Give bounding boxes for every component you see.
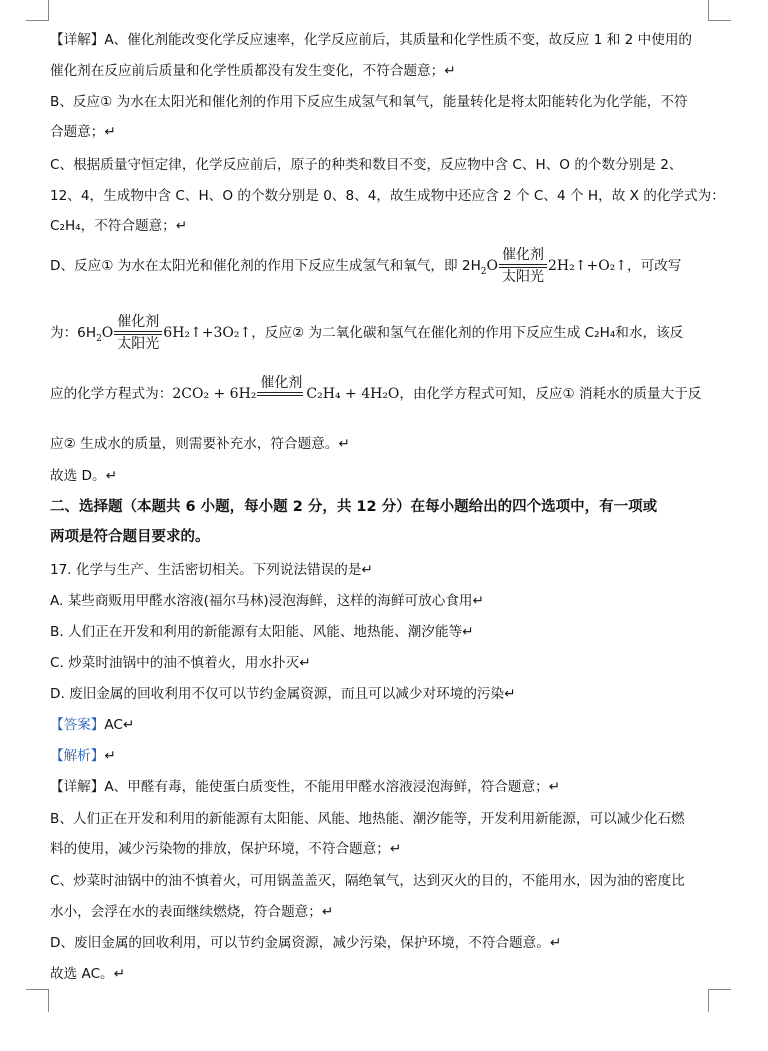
equation-2-condition: 催化剂 太阳光 <box>113 313 163 353</box>
crop-mark-top-right <box>708 0 731 21</box>
q17-option-d: D. 废旧金属的回收利用不仅可以节约金属资源，而且可以减少对环境的污染↵ <box>50 686 516 702</box>
detail-d-line4: 应② 生成水的质量，则需要补充水，符合题意。↵ <box>50 436 350 452</box>
detail-d-line2: 为：$6H_2O$ 催化剂 太阳光 6H₂↑+3O₂↑，反应② 为二氧化碳和氢气在催化剂的作用下反应生成 C₂H₄和水，该反 <box>50 314 684 352</box>
answer-value: AC↵ <box>104 717 135 733</box>
equation-3-reactants: 2CO₂ + 6H₂ <box>172 386 257 402</box>
q17-option-a: A. 某些商贩用甲醛水溶液(福尔马林)浸泡海鲜，这样的海鲜可放心食用↵ <box>50 593 484 609</box>
answer-label: 【答案】 <box>50 717 105 733</box>
q17-detail-c-line1: C、炒菜时油锅中的油不慎着火，可用锅盖盖灭，隔绝氧气，达到灭火的目的，不能用水，因为油的密度比 <box>50 873 685 889</box>
detail-a-line1: 【详解】A、催化剂能改变化学反应速率，化学反应前后，其质量和化学性质不变，故反应 1 和 2 中使用的 <box>50 32 693 48</box>
detail-d-line1: D、反应① 为水在太阳光和催化剂的作用下反应生成氢气和氧气，即 $2H_2O$ 催化剂 太阳光 2H₂↑+O₂↑，可改写 <box>50 247 682 285</box>
q17-detail-a: 【详解】A、甲醛有毒，能使蛋白质变性，不能用甲醛水溶液浸泡海鲜，符合题意；↵ <box>50 779 561 795</box>
detail-c-line2: 12、4，生成物中含 C、H、O 的个数分别是 0、8、4，故生成物中还应含 2 个 C、4 个 H，故 X 的化学式为： <box>50 188 725 204</box>
equation-1-products: 2H₂↑+O₂↑ <box>548 258 628 274</box>
crop-mark-top-left <box>26 0 49 21</box>
section2-heading-line2: 两项是符合题目要求的。 <box>50 529 210 545</box>
detail-b-line1: B、反应① 为水在太阳光和催化剂的作用下反应生成氢气和氧气，能量转化是将太阳能转化为化学能，不符 <box>50 94 688 110</box>
q16-conclusion: 故选 D。↵ <box>50 468 117 484</box>
section2-heading-line1: 二、选择题（本题共 6 小题，每小题 2 分，共 12 分）在每小题给出的四个选项中，有一项或 <box>50 499 658 515</box>
detail-d-line3: 应的化学方程式为：2CO₂ + 6H₂ 催化剂 C₂H₄ + 4H₂O，由化学方程式可知，反应① 消耗水的质量大于反 <box>50 372 710 416</box>
q17-answer <box>50 715 710 735</box>
q17-conclusion: 故选 AC。↵ <box>50 966 126 982</box>
q17-option-b: B. 人们正在开发和利用的新能源有太阳能、风能、地热能、潮汐能等↵ <box>50 624 474 640</box>
detail-a-line2: 催化剂在反应前后质量和化学性质都没有发生变化，不符合题意；↵ <box>50 63 456 79</box>
detail-c-line3: C₂H₄，不符合题意；↵ <box>50 218 188 234</box>
q17-analysis: 【解析】↵ <box>50 748 116 764</box>
detail-c-line1: C、根据质量守恒定律，化学反应前后，原子的种类和数目不变，反应物中含 C、H、O 的个数分别是 2、 <box>50 157 683 173</box>
analysis-label: 【解析】 <box>50 748 105 764</box>
crop-mark-bottom-left <box>26 989 49 1012</box>
q17-stem: 17. 化学与生产、生活密切相关。下列说法错误的是↵ <box>50 562 373 578</box>
q17-detail-c-line2: 水小，会浮在水的表面继续燃烧，符合题意；↵ <box>50 904 334 920</box>
equation-1-condition: 催化剂 太阳光 <box>498 246 548 286</box>
equation-3-condition: 催化剂 <box>256 374 306 414</box>
crop-mark-bottom-right <box>708 989 731 1012</box>
equation-3-products: C₂H₄ + 4H₂O <box>306 386 400 402</box>
q17-detail-b-line2: 料的使用，减少污染物的排放，保护环境，不符合题意；↵ <box>50 841 402 857</box>
q17-detail-d: D、废旧金属的回收利用，可以节约金属资源，减少污染，保护环境，不符合题意。↵ <box>50 935 562 951</box>
detail-b-line2: 合题意；↵ <box>50 124 116 140</box>
q17-option-c: C. 炒菜时油锅中的油不慎着火，用水扑灭↵ <box>50 655 311 671</box>
q17-detail-b-line1: B、人们正在开发和利用的新能源有太阳能、风能、地热能、潮汐能等，开发利用新能源，可以减少化石燃 <box>50 811 685 827</box>
equation-2-products: 6H₂↑+3O₂↑ <box>163 325 252 341</box>
